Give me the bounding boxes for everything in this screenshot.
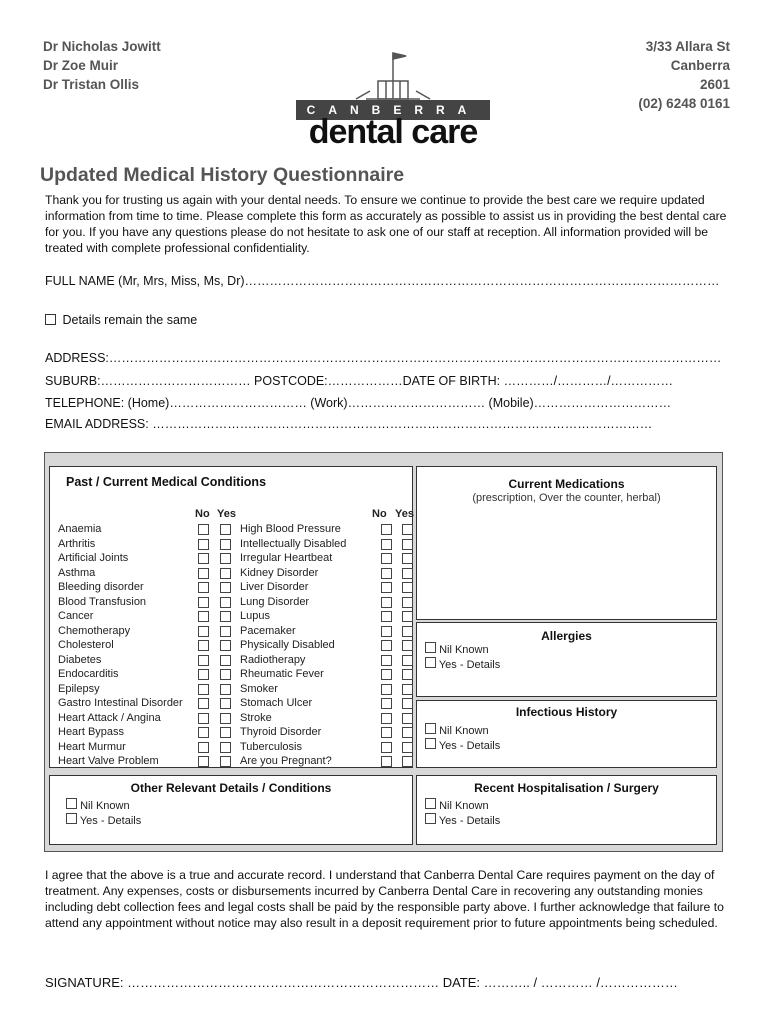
conditions-title: Past / Current Medical Conditions: [66, 475, 267, 489]
condition-no-checkbox[interactable]: [198, 698, 209, 709]
condition-no-checkbox[interactable]: [381, 669, 392, 680]
condition-label: Liver Disorder: [240, 581, 309, 593]
condition-no-checkbox[interactable]: [198, 684, 209, 695]
condition-no-checkbox[interactable]: [381, 597, 392, 608]
condition-no-checkbox[interactable]: [381, 553, 392, 564]
condition-no-checkbox[interactable]: [381, 640, 392, 651]
condition-label: Endocarditis: [58, 668, 119, 680]
condition-yes-checkbox[interactable]: [220, 597, 231, 608]
condition-yes-checkbox[interactable]: [402, 756, 413, 767]
condition-label: Gastro Intestinal Disorder: [58, 697, 183, 709]
yes-header-right: Yes: [395, 508, 414, 520]
condition-label: Blood Transfusion: [58, 595, 147, 608]
condition-label: Cholesterol: [58, 639, 114, 651]
condition-no-checkbox[interactable]: [381, 727, 392, 738]
condition-label: Heart Bypass: [58, 726, 125, 738]
medications-subtitle: (prescription, Over the counter, herbal): [472, 492, 661, 504]
condition-no-checkbox[interactable]: [198, 524, 209, 535]
doctor-name: Dr Nicholas Jowitt: [43, 39, 161, 54]
condition-yes-checkbox[interactable]: [402, 524, 413, 535]
hospitalisation-box: [416, 775, 717, 845]
hospitalisation-yes-checkbox[interactable]: [425, 813, 436, 824]
practice-address: [638, 37, 730, 113]
medications-title: Current Medications: [508, 477, 625, 491]
condition-yes-checkbox[interactable]: [402, 582, 413, 593]
condition-yes-checkbox[interactable]: [220, 727, 231, 738]
hospitalisation-nil-checkbox[interactable]: [425, 798, 436, 809]
condition-no-checkbox[interactable]: [198, 655, 209, 666]
condition-label: Irregular Heartbeat: [240, 552, 333, 564]
condition-yes-checkbox[interactable]: [402, 684, 413, 695]
allergies-box: [416, 622, 717, 697]
condition-yes-checkbox[interactable]: [402, 539, 413, 550]
medications-box[interactable]: [416, 466, 717, 620]
infectious-nil-checkbox[interactable]: [425, 723, 436, 734]
condition-label: Are you Pregnant?: [240, 755, 332, 767]
address-field[interactable]: ADDRESS:…………………………………………………………………………………………………………………………………: [45, 351, 722, 365]
condition-label: Rheumatic Fever: [240, 668, 324, 680]
allergies-nil-checkbox[interactable]: [425, 642, 436, 653]
condition-yes-checkbox[interactable]: [220, 669, 231, 680]
condition-yes-checkbox[interactable]: [220, 655, 231, 666]
condition-no-checkbox[interactable]: [198, 640, 209, 651]
condition-yes-checkbox[interactable]: [220, 640, 231, 651]
condition-yes-checkbox[interactable]: [220, 756, 231, 767]
condition-label: Heart Valve Problem: [58, 755, 159, 767]
condition-label: High Blood Pressure: [240, 523, 341, 535]
condition-no-checkbox[interactable]: [381, 582, 392, 593]
condition-yes-checkbox[interactable]: [402, 713, 413, 724]
hospitalisation-nil-label: Nil Known: [439, 800, 489, 812]
condition-yes-checkbox[interactable]: [220, 568, 231, 579]
other-details-title: Other Relevant Details / Conditions: [130, 781, 332, 795]
condition-yes-checkbox[interactable]: [402, 568, 413, 579]
condition-yes-checkbox[interactable]: [220, 524, 231, 535]
condition-yes-checkbox[interactable]: [402, 626, 413, 637]
condition-yes-checkbox[interactable]: [402, 669, 413, 680]
allergies-nil-label: Nil Known: [439, 644, 489, 656]
condition-yes-checkbox[interactable]: [220, 713, 231, 724]
hospitalisation-yes-label: Yes - Details: [438, 815, 501, 827]
logo-wordmark: dental care: [308, 113, 478, 151]
allergies-title: Allergies: [541, 629, 592, 643]
full-name-field[interactable]: FULL NAME (Mr, Mrs, Miss, Ms, Dr)……………………………………………………………………………………………………: [45, 274, 720, 288]
condition-label: Lung Disorder: [240, 595, 310, 608]
condition-label: Artificial Joints: [58, 552, 129, 564]
condition-yes-checkbox[interactable]: [220, 553, 231, 564]
condition-label: Bleeding disorder: [58, 581, 144, 593]
condition-no-checkbox[interactable]: [198, 582, 209, 593]
condition-yes-checkbox[interactable]: [402, 640, 413, 651]
condition-label: Heart Murmur: [58, 740, 126, 753]
condition-label: Asthma: [58, 566, 96, 579]
details-same-checkbox[interactable]: [45, 314, 56, 325]
hospitalisation-title: Recent Hospitalisation / Surgery: [474, 781, 659, 795]
infectious-yes-checkbox[interactable]: [425, 738, 436, 749]
condition-no-checkbox[interactable]: [381, 524, 392, 535]
condition-label: Anaemia: [58, 523, 102, 535]
condition-no-checkbox[interactable]: [198, 553, 209, 564]
condition-label: Lupus: [240, 610, 270, 622]
condition-no-checkbox[interactable]: [198, 626, 209, 637]
infectious-title: Infectious History: [515, 705, 618, 719]
condition-yes-checkbox[interactable]: [402, 611, 413, 622]
logo: [296, 47, 490, 165]
condition-no-checkbox[interactable]: [198, 727, 209, 738]
other-details-box: [49, 775, 413, 845]
condition-label: Pacemaker: [240, 624, 296, 637]
condition-label: Arthritis: [58, 537, 96, 550]
condition-yes-checkbox[interactable]: [220, 698, 231, 709]
condition-label: Smoker: [240, 682, 278, 695]
condition-no-checkbox[interactable]: [381, 713, 392, 724]
condition-no-checkbox[interactable]: [198, 597, 209, 608]
condition-no-checkbox[interactable]: [198, 669, 209, 680]
phone: (02) 6248 0161: [638, 96, 730, 111]
condition-no-checkbox[interactable]: [381, 626, 392, 637]
postcode: 2601: [699, 77, 730, 92]
condition-label: Heart Attack / Angina: [58, 711, 161, 724]
email-field[interactable]: EMAIL ADDRESS: …………………………………………………………………………………………………………: [45, 417, 653, 431]
condition-no-checkbox[interactable]: [381, 539, 392, 550]
building-logo-icon: [296, 47, 490, 101]
condition-yes-checkbox[interactable]: [402, 742, 413, 753]
condition-no-checkbox[interactable]: [381, 756, 392, 767]
infectious-yes-label: Yes - Details: [438, 740, 501, 752]
condition-yes-checkbox[interactable]: [402, 698, 413, 709]
condition-yes-checkbox[interactable]: [220, 742, 231, 753]
details-same-row: [45, 313, 197, 327]
condition-label: Cancer: [58, 610, 94, 622]
condition-label: Physically Disabled: [240, 639, 335, 651]
no-header-left: No: [195, 508, 210, 520]
telephone-line[interactable]: TELEPHONE: (Home)…………………………… (Work)…………………………… (Mobile)……………………………: [45, 396, 672, 410]
logo-band: CANBERRA: [296, 100, 490, 120]
doctor-name: Dr Zoe Muir: [43, 58, 119, 73]
condition-yes-checkbox[interactable]: [220, 684, 231, 695]
condition-no-checkbox[interactable]: [381, 684, 392, 695]
condition-no-checkbox[interactable]: [198, 539, 209, 550]
details-same-label: Details remain the same: [62, 313, 198, 327]
city: Canberra: [670, 58, 730, 73]
other-yes-label: Yes - Details: [79, 815, 142, 827]
doctor-name: Dr Tristan Ollis: [43, 77, 140, 92]
condition-no-checkbox[interactable]: [381, 568, 392, 579]
condition-no-checkbox[interactable]: [381, 742, 392, 753]
doctor-list: [43, 37, 161, 94]
condition-no-checkbox[interactable]: [198, 742, 209, 753]
other-nil-label: Nil Known: [80, 800, 130, 812]
condition-no-checkbox[interactable]: [381, 611, 392, 622]
condition-no-checkbox[interactable]: [381, 655, 392, 666]
infectious-box: [416, 700, 717, 768]
condition-no-checkbox[interactable]: [198, 756, 209, 767]
condition-label: Intellectually Disabled: [240, 537, 347, 550]
allergies-yes-label: Yes - Details: [438, 659, 501, 671]
condition-no-checkbox[interactable]: [381, 698, 392, 709]
no-header-right: No: [372, 508, 387, 520]
page-title: Updated Medical History Questionnaire: [40, 164, 405, 186]
street: 3/33 Allara St: [645, 39, 730, 54]
suburb-line[interactable]: SUBURB:……………………………… POSTCODE:………………DATE OF BIRTH: …………/…………/……………: [45, 374, 674, 388]
condition-yes-checkbox[interactable]: [220, 611, 231, 622]
condition-no-checkbox[interactable]: [198, 568, 209, 579]
signature-line[interactable]: SIGNATURE: ……………………………………………………………… DATE: ……….. / ………… /………………: [45, 975, 678, 990]
intro-text: Thank you for trusting us again with your dental needs. To ensure we continue to provide the best care we require updated information from time to time. Please complete this form as accurately as possible to assist us in providing the best dental care for you. If you have any questions please do not hesitate to ask one of our staff at reception. All information provided will be treated with complete professional confidentiality.: [45, 193, 727, 256]
condition-label: Epilepsy: [58, 682, 100, 695]
condition-label: Radiotherapy: [240, 653, 306, 666]
condition-label: Stomach Ulcer: [240, 697, 313, 709]
condition-label: Diabetes: [58, 653, 102, 666]
condition-no-checkbox[interactable]: [198, 611, 209, 622]
yes-header-left: Yes: [217, 508, 236, 520]
allergies-yes-checkbox[interactable]: [425, 657, 436, 668]
condition-yes-checkbox[interactable]: [220, 626, 231, 637]
condition-yes-checkbox[interactable]: [220, 539, 231, 550]
condition-label: Kidney Disorder: [240, 566, 319, 579]
other-yes-checkbox[interactable]: [66, 813, 77, 824]
condition-label: Stroke: [240, 711, 272, 724]
condition-no-checkbox[interactable]: [198, 713, 209, 724]
condition-yes-checkbox[interactable]: [402, 553, 413, 564]
other-nil-checkbox[interactable]: [66, 798, 77, 809]
condition-label: Chemotherapy: [58, 624, 131, 637]
conditions-box: [49, 466, 413, 768]
condition-yes-checkbox[interactable]: [402, 655, 413, 666]
condition-yes-checkbox[interactable]: [220, 582, 231, 593]
agreement-text: I agree that the above is a true and accurate record. I understand that Canberra Dental Care requires payment on the day of treatment. Any expenses, costs or disbursements incurred by Canberra Dental Care in recovering any outstanding monies including debt collection fees and legal costs shall be paid by the responsible party above. I further acknowledge that failure to attend any appointment without notice may also result in a deposit requirement prior to future appointments being scheduled.: [45, 868, 724, 931]
condition-label: Thyroid Disorder: [240, 726, 322, 738]
condition-yes-checkbox[interactable]: [402, 727, 413, 738]
infectious-nil-label: Nil Known: [439, 725, 489, 737]
condition-label: Tuberculosis: [240, 740, 302, 753]
condition-yes-checkbox[interactable]: [402, 597, 413, 608]
